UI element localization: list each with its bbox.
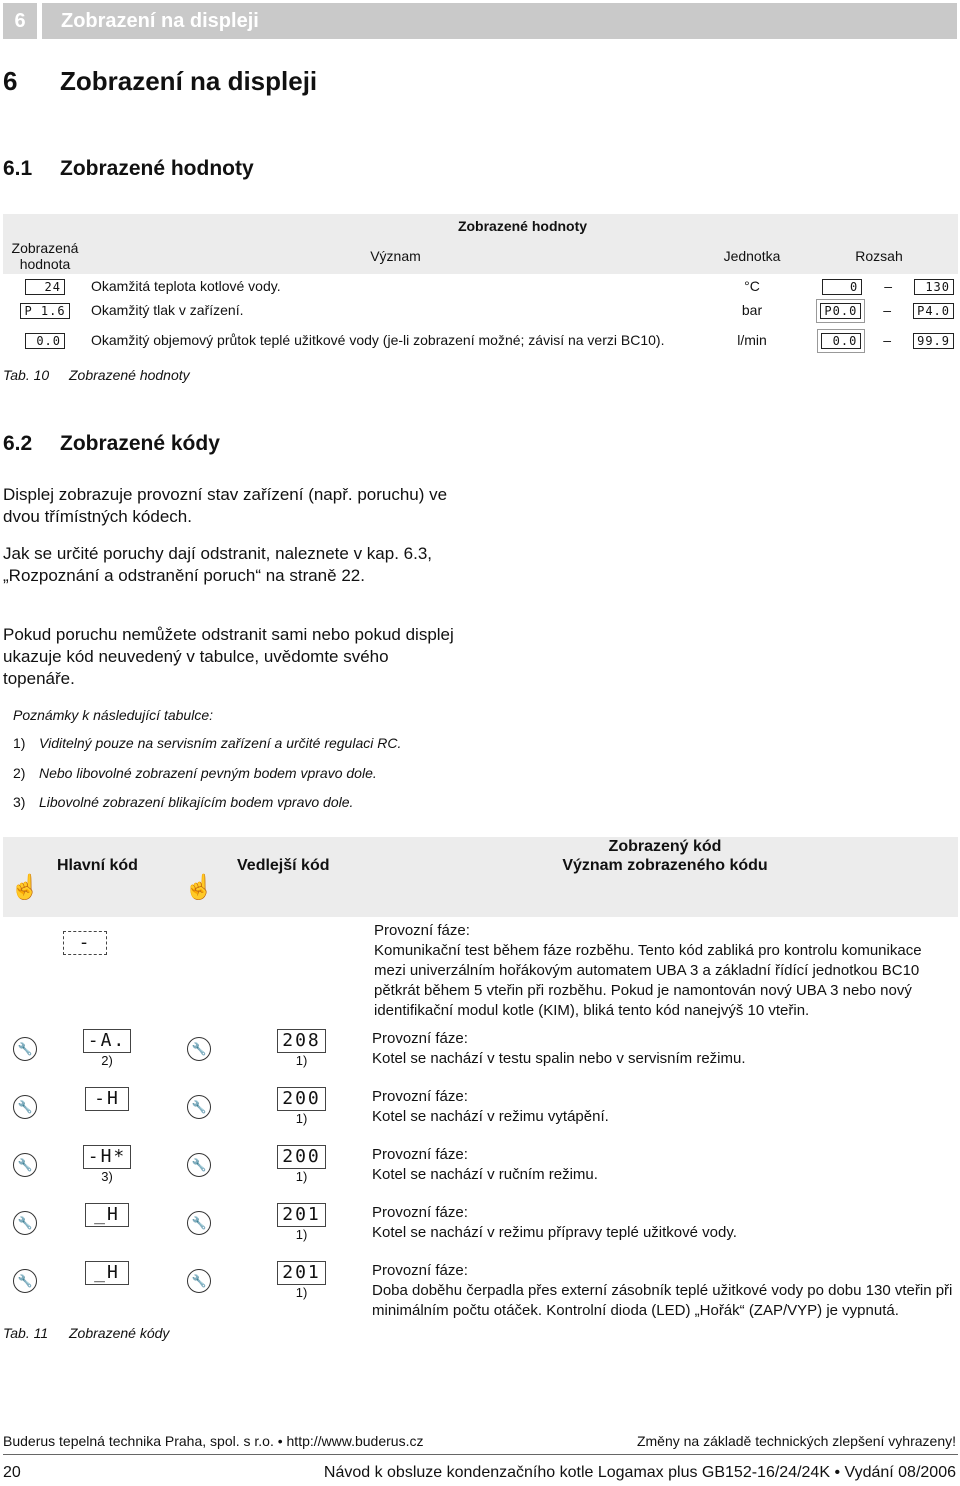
sub-code-note: 1) [295, 1169, 308, 1184]
sub-code-note: 1) [295, 1285, 308, 1300]
wrench-icon: 🔧 [187, 1269, 211, 1293]
col-header-main-code: Hlavní kód [57, 857, 138, 874]
col-header-range: Rozsah [800, 238, 958, 274]
table-row [3, 298, 958, 322]
lcd-sub-code: 200 [277, 1145, 326, 1169]
chapter-title-tab: Zobrazení na displeji [42, 3, 957, 39]
table-header-row [3, 238, 958, 274]
heading-title: Zobrazené kódy [60, 432, 220, 455]
code-meaning: Kotel se nachází v režimu vytápění. [372, 1108, 609, 1125]
page-number: 20 [3, 1464, 21, 1481]
footer-document-title: Návod k obsluze kondenzačního kotle Logamax plus GB152-16/24/24K • Vydání 08/2006 [323, 1464, 956, 1481]
table-caption [3, 1325, 169, 1341]
lcd-range-max: 130 [914, 279, 954, 295]
note-text: Viditelný pouze na servisním zařízení a určité regulaci RC. [39, 735, 402, 751]
note-text: Nebo libovolné zobrazení pevným bodem vpravo dole. [39, 765, 377, 781]
col-header-sub-code: Vedlejší kód [237, 857, 330, 874]
phase-label: Provozní fáze: [372, 1204, 468, 1221]
lcd-display: P 1.6 [20, 303, 69, 319]
wrench-icon: 🔧 [187, 1211, 211, 1235]
table-header-row [3, 857, 958, 917]
table-row [3, 322, 958, 358]
phase-label: Provozní fáze: [372, 1146, 468, 1163]
note-text: Libovolné zobrazení blikajícím bodem vpravo dole. [39, 794, 354, 810]
wrench-icon: 🔧 [187, 1095, 211, 1119]
values-table [3, 214, 958, 358]
table-super-header: Zobrazený kód [608, 838, 722, 855]
section-heading-6-1 [3, 157, 254, 181]
table-super-header-row [3, 837, 958, 857]
col-header-value: Zobrazená hodnota [3, 238, 87, 274]
wrench-icon: 🔧 [187, 1037, 211, 1061]
lcd-sub-code: 201 [277, 1203, 326, 1227]
lcd-main-code: _H [85, 1203, 129, 1227]
table-row [3, 917, 958, 1029]
heading-number: 6.2 [3, 432, 33, 455]
row-meaning: Okamžitý tlak v zařízení. [91, 302, 244, 318]
row-meaning: Okamžitý objemový průtok teplé užitkové vody (je-li zobrazení možné; závisí na verzi BC10). [91, 332, 665, 348]
sub-code-note: 1) [295, 1111, 308, 1126]
table-row [3, 1261, 958, 1327]
paragraph: Pokud poruchu nemůžete odstranit sami nebo pokud displej ukazuje kód neuvedený v tabulce, uvědomte svého topenáře. [3, 625, 454, 688]
note-item [13, 765, 377, 781]
wrench-icon: 🔧 [13, 1095, 37, 1119]
row-unit: l/min [737, 332, 767, 348]
lcd-sub-code: 201 [277, 1261, 326, 1285]
note-item [13, 735, 401, 751]
phase-label: Provozní fáze: [372, 1030, 468, 1047]
note-key: 2) [13, 765, 26, 781]
col-header-unit: Jednotka [704, 238, 800, 274]
range-dash: – [884, 277, 892, 294]
note-key: 1) [13, 735, 26, 751]
paragraph: Displej zobrazuje provozní stav zařízení (např. poruchu) ve dvou třímístných kódech. [3, 485, 448, 526]
lcd-display: 24 [25, 279, 65, 295]
code-meaning: Kotel se nachází v režimu přípravy teplé užitkové vody. [372, 1224, 737, 1241]
table-row [3, 1029, 958, 1087]
hand-touch-icon: ☝ [184, 873, 214, 901]
wrench-icon: 🔧 [13, 1269, 37, 1293]
lcd-sub-code: 200 [277, 1087, 326, 1111]
code-meaning: Komunikační test během fáze rozběhu. Tento kód zabliká pro kontrolu komunikace mezi univerzálním hořákovým automatem UBA 3 a základní řídící jednotkou BC10 pětkrát během 5 vteřin při rozběhu. Pokud je namontován nový UBA 3 nebo nový identifikační modul kotle (KIM), bliká tento kód nanejvýš 10 vteřin. [374, 942, 922, 1019]
caption-text: Zobrazené kódy [69, 1325, 170, 1341]
codes-table [3, 837, 958, 1327]
table-row [3, 274, 958, 298]
table-super-header-row [3, 214, 958, 238]
wrench-icon: 🔧 [13, 1037, 37, 1061]
col-header-meaning: Význam [87, 238, 704, 274]
phase-label: Provozní fáze: [374, 922, 470, 939]
main-code-note: 2) [101, 1053, 113, 1068]
note-item [13, 794, 353, 810]
wrench-icon: 🔧 [13, 1211, 37, 1235]
heading-number: 6 [3, 66, 18, 96]
wrench-icon: 🔧 [187, 1153, 211, 1177]
heading-title: Zobrazené hodnoty [60, 157, 254, 180]
phase-label: Provozní fáze: [372, 1262, 468, 1279]
lcd-main-code: - [63, 931, 107, 955]
wrench-icon: 🔧 [13, 1153, 37, 1177]
sub-code-note: 1) [295, 1053, 308, 1068]
lcd-range-max: 99.9 [913, 333, 954, 349]
caption-number: Tab. 11 [3, 1325, 49, 1341]
phase-label: Provozní fáze: [372, 1088, 468, 1105]
lcd-main-code: _H [85, 1261, 129, 1285]
section-heading-6-2 [3, 432, 220, 456]
footer-company: Buderus tepelná technika Praha, spol. s r.o. • http://www.buderus.cz [3, 1433, 424, 1449]
lcd-sub-code: 208 [277, 1029, 326, 1053]
heading-title: Zobrazení na displeji [60, 66, 318, 96]
hand-touch-icon: ☝ [10, 873, 40, 901]
lcd-range-min: 0.0 [821, 333, 861, 349]
code-meaning: Kotel se nachází v ručním režimu. [372, 1166, 598, 1183]
row-unit: bar [741, 302, 763, 318]
range-dash: – [883, 331, 892, 348]
heading-number: 6.1 [3, 157, 33, 180]
table-super-header: Zobrazené hodnoty [87, 214, 958, 238]
table-row [3, 1087, 958, 1145]
lcd-main-code: -H* [83, 1145, 132, 1169]
lcd-range-max: P4.0 [913, 303, 954, 319]
table-caption [3, 367, 190, 383]
chapter-heading [3, 66, 317, 97]
row-unit: °C [744, 278, 760, 294]
caption-text: Zobrazené hodnoty [69, 367, 190, 383]
main-code-note: 3) [101, 1169, 113, 1184]
notes-title: Poznámky k následující tabulce: [13, 707, 213, 723]
lcd-display: 0.0 [25, 333, 65, 349]
caption-number: Tab. 10 [3, 367, 50, 383]
lcd-range-min: P0.0 [820, 303, 861, 319]
range-dash: – [883, 301, 892, 318]
lcd-main-code: -A. [83, 1029, 132, 1053]
sub-code-note: 1) [295, 1227, 308, 1242]
table-row [3, 1203, 958, 1261]
chapter-number-tab: 6 [3, 3, 37, 39]
col-header-meaning: Význam zobrazeného kódu [562, 857, 768, 874]
chapter-header-bar [0, 0, 960, 42]
note-key: 3) [13, 794, 26, 810]
footer-divider [3, 1454, 958, 1455]
code-meaning: Doba doběhu čerpadla přes externí zásobník teplé užitkové vody po dobu 130 vteřin při minimálním počtu otáček. Kontrolní dioda (LED) „Hořák“ (ZAP/VYP) je vypnutá. [372, 1282, 953, 1319]
code-meaning: Kotel se nachází v testu spalin nebo v servisním režimu. [372, 1050, 746, 1067]
lcd-main-code: -H [85, 1087, 129, 1111]
table-row [3, 1145, 958, 1203]
footer-disclaimer: Změny na základě technických zlepšení vyhrazeny! [636, 1433, 956, 1449]
row-meaning: Okamžitá teplota kotlové vody. [91, 278, 281, 294]
lcd-range-min: 0 [822, 279, 862, 295]
paragraph: Jak se určité poruchy dají odstranit, naleznete v kap. 6.3, „Rozpoznání a odstranění poruch“ na straně 22. [3, 544, 433, 585]
